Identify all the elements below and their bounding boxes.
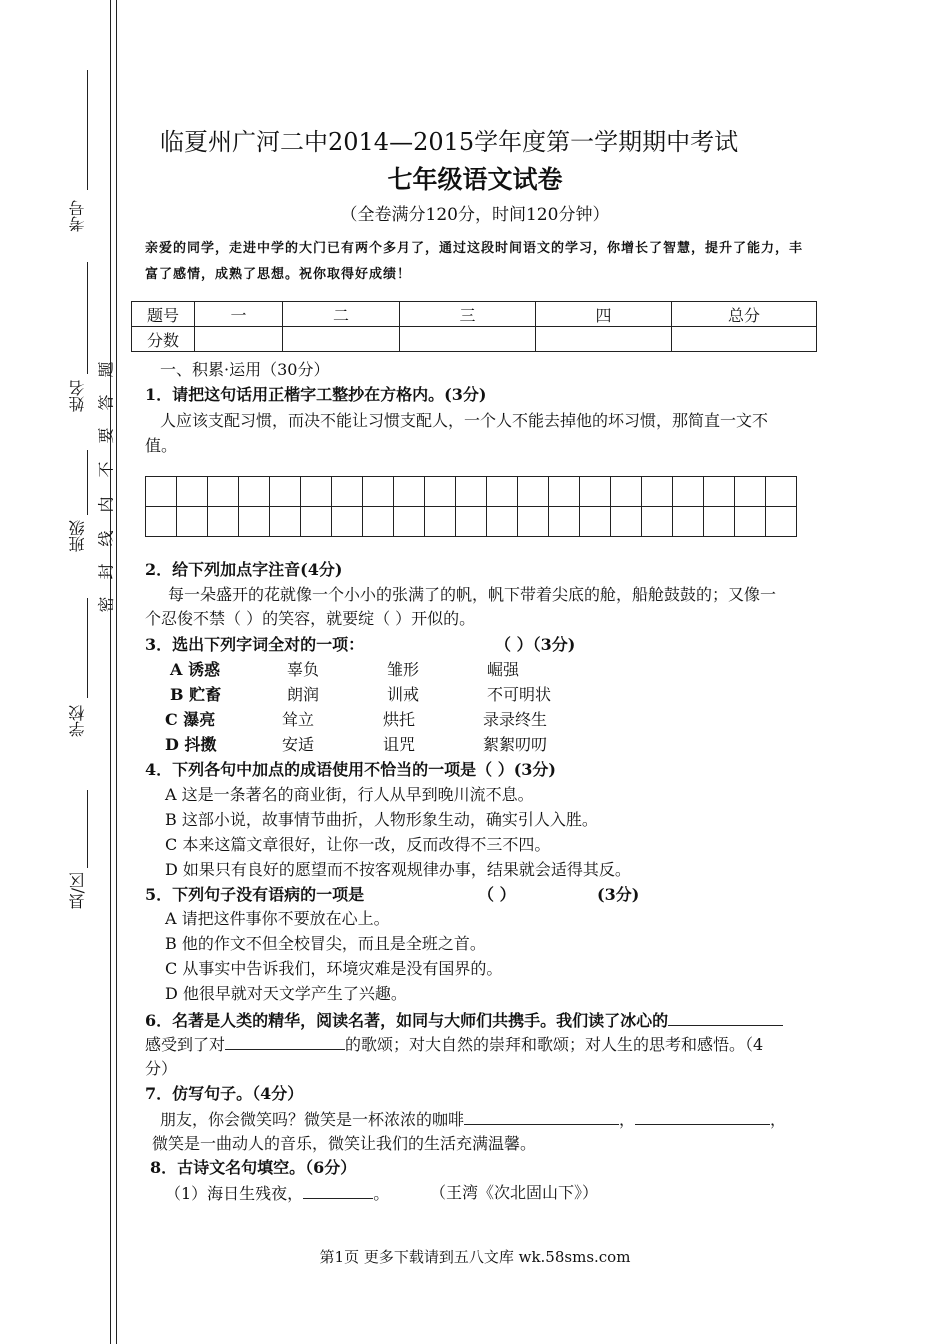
q3-option-c-word: 录录终生 — [483, 710, 548, 729]
grid-cell[interactable] — [456, 507, 487, 537]
exam-subtitle: （全卷满分120分，时间120分钟） — [340, 205, 610, 225]
score-cell[interactable] — [195, 327, 283, 352]
q4-title: 4．下列各句中加点的成语使用不恰当的一项是（ ）(3分) — [145, 760, 556, 779]
grid-cell[interactable] — [425, 507, 456, 537]
score-row-label: 分数 — [132, 327, 195, 352]
grid-cell[interactable] — [239, 477, 270, 507]
grid-cell[interactable] — [270, 507, 301, 537]
q3-option-c-word: 烘托 — [383, 710, 416, 729]
score-cell[interactable] — [400, 327, 536, 352]
school-blank — [87, 598, 88, 698]
score-table-header-row — [132, 302, 817, 327]
score-header-cell: 二 — [283, 302, 400, 327]
q4-option-a: A 这是一条著名的商业街，行人从早到晚川流不息。 — [165, 785, 534, 804]
q6-line2 — [145, 1033, 763, 1056]
score-header-cell: 一 — [195, 302, 283, 327]
grid-cell[interactable] — [301, 477, 332, 507]
grid-cell[interactable] — [766, 507, 797, 537]
score-cell[interactable] — [536, 327, 672, 352]
grid-cell[interactable] — [177, 477, 208, 507]
grid-cell[interactable] — [239, 507, 270, 537]
q3-option-a-word: 雏形 — [387, 660, 420, 679]
grid-cell[interactable] — [673, 507, 704, 537]
q2-text-line2: 个忍俊不禁（ ）的笑容，就要绽（ ）开似的。 — [145, 609, 476, 628]
q7-text: ， — [770, 1110, 787, 1129]
score-cell[interactable] — [672, 327, 817, 352]
q6-blank-2[interactable] — [225, 1033, 345, 1050]
grid-cell[interactable] — [518, 507, 549, 537]
q5-answer-paren: （ ） — [478, 885, 516, 904]
grid-cell[interactable] — [580, 477, 611, 507]
grid-cell[interactable] — [673, 477, 704, 507]
score-table-row — [132, 327, 817, 352]
grid-cell[interactable] — [549, 507, 580, 537]
grid-cell[interactable] — [642, 477, 673, 507]
q2-text-line1: 每一朵盛开的花就像一个小小的张满了的帆，帆下带着尖底的舱，船舱鼓鼓的；又像一 — [168, 585, 777, 604]
q2-title: 2．给下列加点字注音(4分) — [145, 560, 343, 579]
q5-points: (3分) — [597, 885, 640, 904]
q3-option-b-word: 朗润 — [287, 685, 320, 704]
q3-option-d-word: 诅咒 — [383, 735, 416, 754]
q6-text: 感受到了对 — [145, 1035, 226, 1054]
q5-option-d: D 他很早就对天文学产生了兴趣。 — [165, 984, 407, 1003]
name-label: 姓名 — [68, 380, 87, 412]
score-cell[interactable] — [283, 327, 400, 352]
grid-cell[interactable] — [425, 477, 456, 507]
exam-number-label: 考号 — [68, 200, 87, 232]
q3-option-d-word: 安适 — [282, 735, 315, 754]
grid-cell[interactable] — [704, 477, 735, 507]
grid-cell[interactable] — [394, 477, 425, 507]
q7-blank-1[interactable] — [464, 1108, 619, 1125]
q7-line1 — [160, 1108, 786, 1131]
grid-cell[interactable] — [487, 507, 518, 537]
grid-cell[interactable] — [363, 507, 394, 537]
class-label: 班级 — [68, 520, 87, 552]
grid-cell[interactable] — [642, 507, 673, 537]
q7-text: 朋友，你会微笑吗？微笑是一杯浓浓的咖啡 — [160, 1110, 465, 1129]
q8-text: 。 — [373, 1184, 390, 1203]
seal-char-ti: 题 — [96, 361, 116, 378]
q6-line1 — [145, 1009, 783, 1032]
grid-cell[interactable] — [270, 477, 301, 507]
grid-cell[interactable] — [208, 477, 239, 507]
grid-cell[interactable] — [549, 477, 580, 507]
q8-source: （王湾《次北固山下》） — [430, 1183, 599, 1202]
grid-cell[interactable] — [208, 507, 239, 537]
q5-option-a: A 请把这件事你不要放在心上。 — [165, 909, 390, 928]
q8-blank-1[interactable] — [303, 1182, 373, 1199]
score-header-cell: 三 — [400, 302, 536, 327]
q5-option-b: B 他的作文不但全校冒尖，而且是全班之首。 — [165, 934, 486, 953]
district-blank — [87, 790, 88, 868]
q3-option-d: D 抖擞 — [165, 735, 217, 754]
grid-cell[interactable] — [518, 477, 549, 507]
q3-option-c-word: 耸立 — [282, 710, 315, 729]
grid-cell[interactable] — [704, 507, 735, 537]
grid-cell[interactable] — [735, 477, 766, 507]
seal-char-nei: 内 — [96, 496, 116, 513]
q7-blank-2[interactable] — [635, 1108, 770, 1125]
q8-title: 8．古诗文名句填空。（6分） — [150, 1158, 357, 1177]
seal-char-bu: 不 — [96, 461, 116, 478]
q7-line2: 微笑是一曲动人的音乐，微笑让我们的生活充满温馨。 — [152, 1134, 537, 1153]
grid-cell[interactable] — [146, 507, 177, 537]
grid-cell[interactable] — [456, 477, 487, 507]
seal-char-da: 答 — [96, 394, 116, 411]
q7-text: ， — [619, 1110, 636, 1129]
q3-option-a-word: 崛强 — [487, 660, 520, 679]
q6-line3: 分） — [145, 1059, 178, 1078]
q3-option-d-word: 絮絮叨叨 — [483, 735, 548, 754]
q1-title: 1．请把这句话用正楷字工整抄在方格内。(3分) — [145, 385, 487, 404]
q3-title: 3．选出下列字词全对的一项： — [145, 635, 365, 654]
q4-option-b: B 这部小说，故事情节曲折，人物形象生动，确实引人入胜。 — [165, 810, 598, 829]
q5-title: 5．下列句子没有语病的一项是 — [145, 885, 365, 904]
copy-grid — [145, 476, 797, 537]
q3-option-b-word: 不可明状 — [487, 685, 552, 704]
grid-cell[interactable] — [146, 477, 177, 507]
q3-option-b-word: 训戒 — [387, 685, 420, 704]
q3-option-a-word: 辜负 — [287, 660, 320, 679]
q3-option-a: A 诱惑 — [170, 660, 220, 679]
grid-row — [146, 507, 797, 537]
q6-text: 的歌颂；对大自然的崇拜和歌颂；对人生的思考和感悟。（4 — [345, 1035, 764, 1054]
q3-option-c: C 瀑亮 — [165, 710, 216, 729]
grid-cell[interactable] — [332, 507, 363, 537]
grid-cell[interactable] — [580, 507, 611, 537]
q8-text: （1）海日生残夜， — [165, 1184, 304, 1203]
seal-char-xian: 线 — [96, 530, 116, 547]
grid-cell[interactable] — [177, 507, 208, 537]
seal-char-yao: 要 — [96, 427, 116, 444]
grid-cell[interactable] — [301, 507, 332, 537]
score-table — [131, 301, 817, 352]
q5-option-c: C 从事实中告诉我们，环境灾难是没有国界的。 — [165, 959, 503, 978]
q1-text-line1: 人应该支配习惯，而决不能让习惯支配人，一个人不能去掉他的坏习惯，那简直一文不 — [160, 411, 769, 430]
exam-title: 七年级语文试卷 — [387, 165, 563, 194]
section-heading: 一、积累·运用（30分） — [160, 360, 330, 379]
district-label: 县/区 — [68, 872, 87, 910]
grid-cell[interactable] — [611, 477, 642, 507]
greeting-text: 亲爱的同学，走进中学的大门已有两个多月了，通过这段时间语文的学习，你增长了智慧，提升了能力，丰富了感情，成熟了思想。祝你取得好成绩！ — [145, 241, 804, 282]
score-header-cell: 题号 — [132, 302, 195, 327]
q1-text-line2: 值。 — [145, 436, 178, 455]
score-header-cell: 四 — [536, 302, 672, 327]
grid-cell[interactable] — [363, 477, 394, 507]
school-label: 学校 — [68, 705, 87, 737]
class-blank — [87, 450, 88, 515]
grid-cell[interactable] — [735, 507, 766, 537]
q6-text: 6．名著是人类的精华，阅读名著，如同与大师们共携手。我们读了冰心的 — [145, 1011, 669, 1030]
seal-char-feng: 封 — [96, 563, 116, 580]
q4-option-c: C 本来这篇文章很好，让你一改，反而改得不三不四。 — [165, 835, 551, 854]
score-header-cell: 总分 — [672, 302, 817, 327]
grid-cell[interactable] — [766, 477, 797, 507]
q4-option-d: D 如果只有良好的愿望而不按客观规律办事，结果就会适得其反。 — [165, 860, 631, 879]
grid-row — [146, 477, 797, 507]
q3-option-b: B 贮畜 — [170, 685, 222, 704]
name-blank — [87, 262, 88, 374]
grid-cell[interactable] — [332, 477, 363, 507]
q7-title: 7．仿写句子。（4分） — [145, 1084, 304, 1103]
seal-char-mi: 密 — [96, 596, 116, 613]
page-footer: 第1页 更多下载请到五八文库 wk.58sms.com — [319, 1248, 631, 1266]
grid-cell[interactable] — [611, 507, 642, 537]
q3-answer-paren: （ ）（3分) — [495, 635, 576, 654]
q8-line1 — [165, 1182, 389, 1205]
school-title: 临夏州广河二中2014—2015学年度第一学期期中考试 — [160, 128, 739, 156]
grid-cell[interactable] — [394, 507, 425, 537]
grid-cell[interactable] — [487, 477, 518, 507]
q6-blank-1[interactable] — [668, 1009, 783, 1026]
